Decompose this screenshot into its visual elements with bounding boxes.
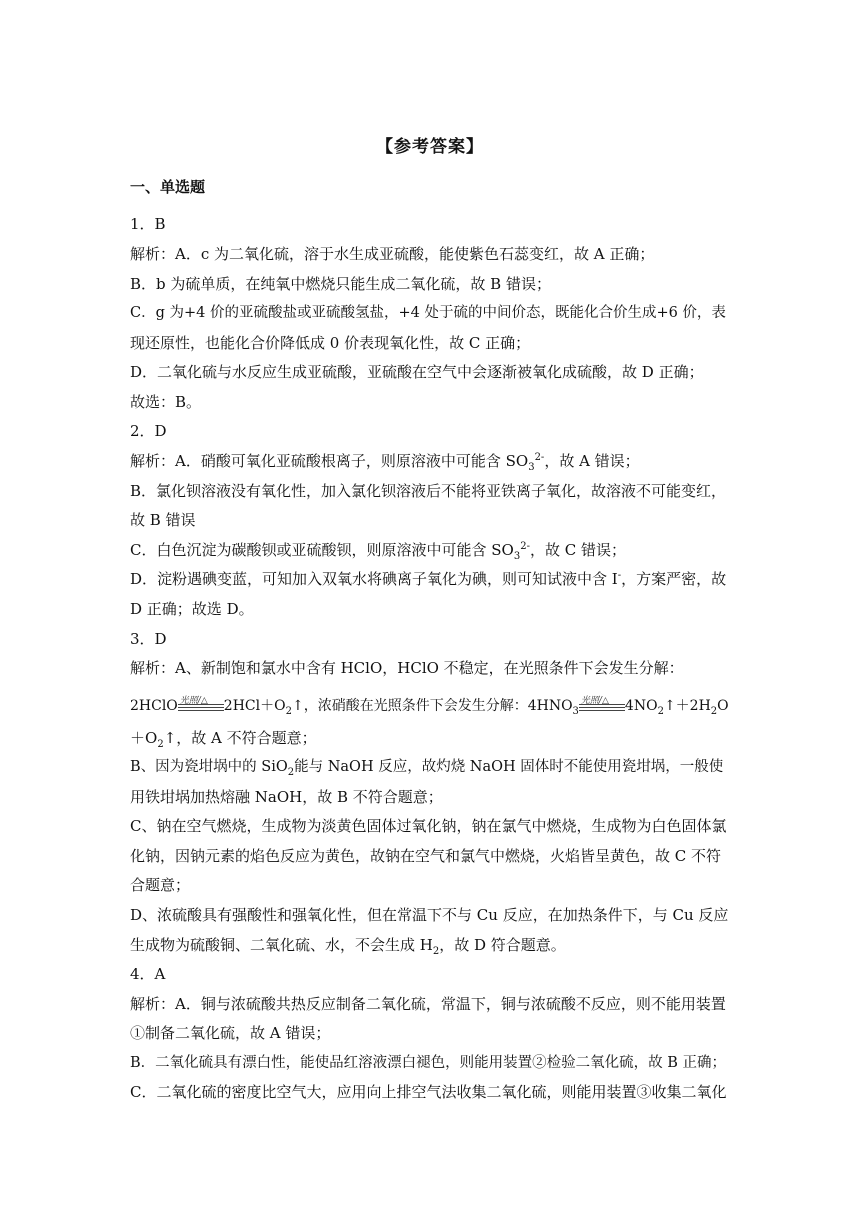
equation-line: 2HClO 光照/△ $2HCl+O_2↑$，浓硝酸在光照条件下会发生分解：$4HNO_3$ 光照/△ $4NO_2↑+2H_2O$	[130, 693, 730, 716]
text-line: $+O_2↑$，故 A 不符合题意；	[130, 729, 317, 750]
page-title: 【参考答案】	[376, 137, 484, 157]
text-line: D 正确；故选 D。	[130, 600, 254, 618]
text-line: C．白色沉淀为碳酸钡或亚硫酸钡，则原溶液中可能含 $SO_3^{2-}$，故 C 错误；	[130, 541, 626, 562]
section-heading: 一、单选题	[130, 178, 206, 196]
text-line: 化钠，因钠元素的焰色反应为黄色，故钠在空气和氯气中燃烧，火焰皆呈黄色，故 C 不符	[130, 847, 722, 865]
text-line: 解析：A．铜与浓硫酸共热反应制备二氧化硫，常温下，铜与浓硫酸不反应，则不能用装置	[130, 995, 726, 1013]
text-line: B、因为瓷坩埚中的 SiO$_2$能与 NaOH 反应，故灼烧 NaOH 固体时不能使用瓷坩埚，一般使	[130, 759, 724, 778]
text-line: 生成物为硫酸铜、二氧化硫、水，不会生成 $H_2$，故 D 符合题意。	[130, 936, 566, 957]
text-line: 故选：B。	[130, 393, 202, 411]
text-line: 用铁坩埚加热熔融 NaOH，故 B 不符合题意；	[130, 788, 443, 806]
text-line: C．二氧化硫的密度比空气大，应用向上排空气法收集二氧化硫，则能用装置③收集二氧化	[130, 1083, 727, 1101]
answer-number: 4．A	[130, 965, 166, 983]
answer-number: 1．B	[130, 215, 166, 233]
text-line: 现还原性，也能化合价降低成 0 价表现氧化性，故 C 正确；	[130, 334, 531, 352]
answer-number: 2．D	[130, 422, 167, 440]
text-line: B．氯化钡溶液没有氧化性，加入氯化钡溶液后不能将亚铁离子氧化，故溶液不可能变红，	[130, 482, 727, 500]
text-line: C、钠在空气燃烧，生成物为淡黄色固体过氧化钠，钠在氯气中燃烧，生成物为白色固体氯	[130, 817, 727, 835]
text-line: 合题意；	[130, 876, 191, 894]
text-line: 解析：A．硝酸可氧化亚硫酸根离子，则原溶液中可能含 $SO_3^{2-}$，故 A 错误；	[130, 452, 640, 473]
text-line: C．g 为+4 价的亚硫酸盐或亚硫酸氢盐，+4 处于硫的中间价态，既能化合价生成+6 价，表	[130, 305, 726, 321]
text-line: D．二氧化硫与水反应生成亚硫酸，亚硫酸在空气中会逐渐被氧化成硫酸，故 D 正确；	[130, 363, 704, 381]
text-line: 故 B 错误	[130, 511, 196, 529]
text-line: D．淀粉遇碘变蓝，可知加入双氧水将碘离子氧化为碘，则可知试液中含 I-，方案严密，故	[130, 570, 727, 588]
text-line: 解析：A．c 为二氧化硫，溶于水生成亚硫酸，能使紫色石蕊变红，故 A 正确；	[130, 245, 655, 263]
answer-number: 3．D	[130, 630, 167, 648]
reaction-condition: 光照/△	[178, 693, 224, 713]
text-line: ①制备二氧化硫，故 A 错误；	[130, 1024, 331, 1042]
text-line: D、浓硫酸具有强酸性和强氧化性，但在常温下不与 Cu 反应，在加热条件下，与 Cu 反应	[130, 906, 729, 924]
text-line: B．二氧化硫具有漂白性，能使品红溶液漂白褪色，则能用装置②检验二氧化硫，故 B 正确；	[130, 1055, 727, 1071]
text-line: B．b 为硫单质，在纯氧中燃烧只能生成二氧化硫，故 B 错误；	[130, 275, 551, 293]
text-line: 解析：A、新制饱和氯水中含有 HClO，HClO 不稳定，在光照条件下会发生分解：	[130, 659, 684, 677]
reaction-condition: 光照/△	[579, 693, 625, 713]
